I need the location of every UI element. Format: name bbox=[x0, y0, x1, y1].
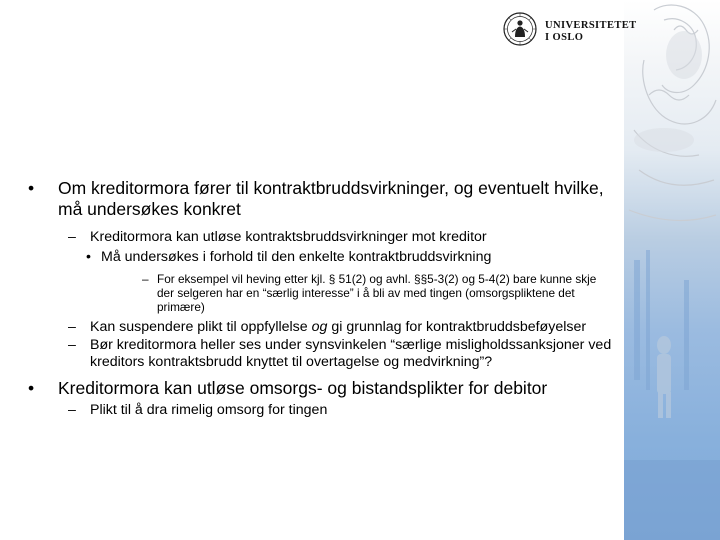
logo-line-2: I OSLO bbox=[545, 32, 584, 43]
university-seal-icon bbox=[503, 12, 537, 46]
university-logo bbox=[503, 12, 643, 52]
bullet-2-sub-1 bbox=[28, 402, 628, 419]
bullet-1-sub-3 bbox=[28, 337, 628, 371]
bullet-1-text: Om kreditormora fører til kontraktbruddsvirkninger, og eventuelt hvilke, må undersøkes konkret bbox=[58, 178, 604, 219]
bullet-2-sub-1-text: Plikt til å dra rimelig omsorg for tingen bbox=[90, 402, 328, 418]
decorative-side-panel bbox=[624, 0, 720, 540]
bullet-1-sub-1-sub bbox=[28, 249, 628, 266]
bullet-1-sub-1-sub-sub bbox=[28, 272, 612, 314]
bullet-1-sub-2-text-pre: Kan suspendere plikt til oppfyllelse bbox=[90, 319, 312, 335]
bullet-2-text: Kreditormora kan utløse omsorgs- og bistandsplikter for debitor bbox=[58, 378, 548, 398]
bullet-1-sub-1 bbox=[28, 229, 628, 246]
bullet-1 bbox=[28, 178, 628, 220]
bullet-marker: • bbox=[28, 378, 35, 398]
bullet-1-sub-1-sub-sub-text: For eksempel vil heving etter kjl. § 51(2) og avhl. §§5-3(2) og 5-4(2) bare kunne skje der selgeren har en “særlig interesse” i å bli av med tingen (omsorgspliktene det primære) bbox=[157, 272, 597, 314]
dash-marker: – bbox=[68, 337, 76, 353]
slide-content bbox=[28, 178, 628, 419]
bullet-1-sub-1-text: Kreditormora kan utløse kontraktsbruddsvirkninger mot kreditor bbox=[90, 229, 487, 245]
dash-marker: – bbox=[68, 319, 76, 335]
logo-wordmark bbox=[545, 20, 637, 44]
dash-marker: – bbox=[142, 272, 149, 286]
bullet-1-sub-3-text: Bør kreditormora heller ses under synsvinkelen “særlige misligholdssanksjoner ved kreditors kontraktsbrudd knyttet til overtagelse og medvirkning”? bbox=[90, 337, 612, 370]
dash-marker: – bbox=[68, 402, 76, 418]
bullet-2 bbox=[28, 378, 628, 399]
logo-line-1: UNIVERSITETET bbox=[545, 20, 637, 31]
bullet-1-sub-2 bbox=[28, 319, 628, 336]
bullet-1-sub-2-emphasis: og bbox=[311, 319, 328, 335]
bullet-1-sub-1-sub-text: Må undersøkes i forhold til den enkelte kontraktbruddsvirkning bbox=[101, 249, 492, 265]
bullet-marker: • bbox=[86, 249, 91, 265]
dash-marker: – bbox=[68, 229, 76, 245]
bullet-1-sub-2-text-post: gi grunnlag for kontraktbruddsbeføyelser bbox=[327, 319, 587, 335]
bullet-marker: • bbox=[28, 178, 35, 198]
decorative-photo-overlay bbox=[624, 0, 720, 540]
